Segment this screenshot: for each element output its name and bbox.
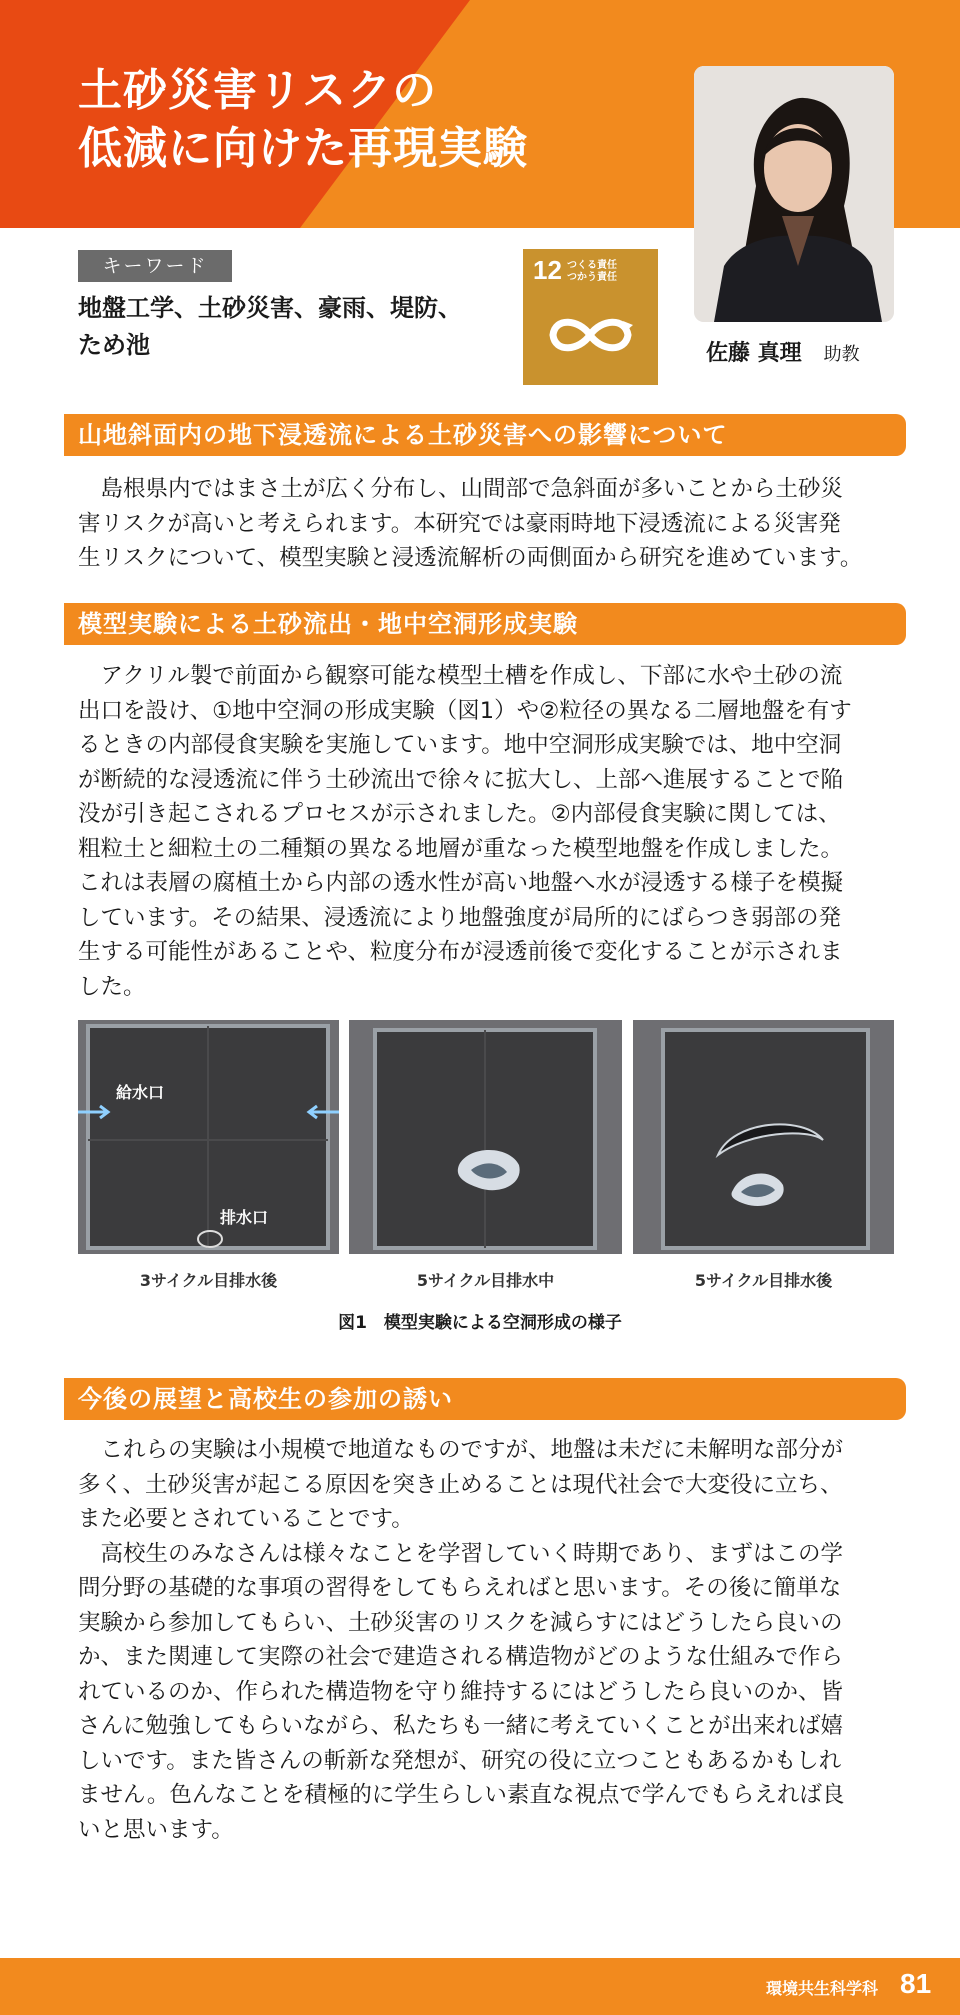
- sdg-label-line-2: つかう責任: [567, 272, 617, 283]
- keyword-line-2: ため池: [78, 331, 150, 359]
- text-line: さんに勉強してもらいながら、私たちも一緒に考えていくことが出来れば嬉: [78, 1713, 844, 1739]
- figure-caption-3: 5サイクル目排水後: [694, 1271, 833, 1290]
- text-line: か、また関連して実際の社会で建造される構造物がどのような仕組みで作ら: [78, 1644, 844, 1670]
- infinity-icon: [543, 309, 638, 361]
- keyword-list: [78, 290, 498, 364]
- sdg-12-tile: [523, 249, 658, 385]
- section-3-body: [78, 1433, 904, 1847]
- title-line-2: 低減に向けた再現実験: [78, 123, 528, 174]
- figure-caption-2: 5サイクル目排水中: [416, 1271, 555, 1290]
- text-line: るときの内部侵食実験を実施しています。地中空洞形成実験では、地中空洞: [78, 732, 842, 758]
- text-line: 出口を設け、①地中空洞の形成実験（図1）や②粒径の異なる二層地盤を有す: [78, 697, 852, 724]
- department-name: 環境共生科学科: [765, 1979, 878, 1998]
- text-line: 没が引き起こされるプロセスが示されました。②内部侵食実験に関しては、: [78, 801, 841, 827]
- figure-label-drain: 排水口: [220, 1208, 269, 1227]
- text-line: した。: [78, 973, 146, 1000]
- author-photo: [694, 66, 894, 322]
- figure-label-supply: 給水口: [116, 1083, 165, 1102]
- author-role: 助教: [823, 344, 860, 365]
- text-line: ません。色んなことを積極的に学生らしい素直な視点で学んでもらえれば良: [78, 1782, 845, 1808]
- sdg-number: 12: [533, 255, 562, 285]
- text-line: 問分野の基礎的な事項の習得をしてもらえればと思います。その後に簡単な: [78, 1575, 842, 1601]
- section-heading-2: 模型実験による土砂流出・地中空洞形成実験: [64, 603, 906, 645]
- text-line: 実験から参加してもらい、土砂災害のリスクを減らすにはどうしたら良いの: [78, 1609, 843, 1636]
- text-line: これらの実験は小規模で地道なものですが、地盤は未だに未解明な部分が: [100, 1437, 844, 1463]
- figure-image-3: [633, 1020, 894, 1254]
- text-line: しいです。また皆さんの斬新な発想が、研究の役に立つこともあるかもしれ: [78, 1747, 842, 1774]
- text-line: アクリル製で前面から観察可能な模型土槽を作成し、下部に水や土砂の流: [100, 663, 843, 689]
- figure-image-1: [78, 1020, 339, 1254]
- text-line: しています。その結果、浸透流により地盤強度が局所的にばらつき弱部の発: [78, 904, 841, 931]
- text-line: 高校生のみなさんは様々なことを学習していく時期であり、まずはこの学: [100, 1540, 844, 1567]
- page-number: 81: [900, 1968, 932, 1999]
- section-heading-3: 今後の展望と高校生の参加の誘い: [64, 1378, 906, 1420]
- page-footer: [0, 1958, 960, 2015]
- text-line: れているのか、作られた構造物を守り維持するにはどうしたら良いのか、皆: [78, 1678, 844, 1705]
- text-line: が断続的な浸透流に伴う土砂流出で徐々に拡大し、上部へ進展することで陥: [78, 766, 844, 793]
- text-line: また必要とされていることです。: [78, 1506, 414, 1532]
- figure-title: 図1 模型実験による空洞形成の様子: [338, 1313, 622, 1333]
- sdg-label-line-1: つくる責任: [567, 260, 617, 271]
- section-heading-1: 山地斜面内の地下浸透流による土砂災害への影響について: [64, 414, 906, 456]
- keyword-badge: キーワード: [78, 250, 232, 282]
- text-line: 害リスクが高いと考えられます。本研究では豪雨時地下浸透流による災害発: [78, 510, 841, 537]
- page-title: [78, 62, 528, 178]
- text-line: 多く、土砂災害が起こる原因を突き止めることは現代社会で大変役に立ち、: [78, 1471, 843, 1498]
- section-1-body: [78, 472, 904, 576]
- text-line: これは表層の腐植土から内部の透水性が高い地盤へ水が浸透する様子を模擬: [78, 870, 844, 896]
- text-line: 生する可能性があることや、粒度分布が浸透前後で変化することが示されま: [78, 939, 843, 965]
- text-line: 粗粒土と細粒土の二種類の異なる地層が重なった模型地盤を作成しました。: [78, 835, 844, 862]
- author-name: 佐藤 真理: [706, 341, 802, 366]
- text-line: 生リスクについて、模型実験と浸透流解析の両側面から研究を進めています。: [78, 545, 863, 571]
- section-2-body: [78, 659, 904, 1004]
- figure-image-2: [349, 1020, 622, 1254]
- keyword-line-1: 地盤工学、土砂災害、豪雨、堤防、: [78, 294, 462, 322]
- figure-caption-1: 3サイクル目排水後: [139, 1271, 278, 1290]
- title-line-1: 土砂災害リスクの: [78, 65, 438, 116]
- author-name-block: [706, 336, 860, 367]
- sdg-label: [567, 260, 617, 284]
- text-line: 島根県内ではまさ土が広く分布し、山間部で急斜面が多いことから土砂災: [100, 476, 844, 502]
- text-line: いと思います。: [78, 1816, 234, 1843]
